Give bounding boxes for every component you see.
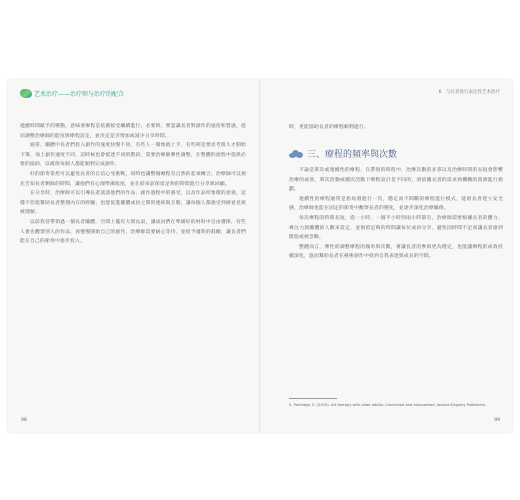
paragraph: 不論是單次或連續性的療程，在帶領的時程中，治療次數的多寡以及治療時間的長短會影響治療的成效，單次活動或續次活動下療程設計是不同的，須依據長者的需求與機構的資源進行規劃。 (289, 168, 503, 193)
paragraph: 時，更能協助長者的療程順利進行。 (289, 125, 369, 130)
running-head-right: 6 与长者进行表达性艺术治疗 (438, 90, 500, 95)
paragraph: 適應時間賦予的變動，意味著療程是依循接受繼續進行，必要時，要認識長者對創作的速度和質感，從而調整治療師的能度與療程設定，並決定是否增加或減少分享時間。 (20, 124, 246, 139)
section-heading (289, 147, 397, 160)
series-logo-icon (20, 89, 32, 98)
paragraph: 以前我曾帶領過一個長者團體，空間上擺有大間長桌，讓成員們在準備好的材料中自由選擇，有些人會先觀察別人的作品，再慢慢開始自己的創作，治療師需要耐心等待，並給予適時的鼓勵，讓長者們能在自己的節奏中逐步投入。 (20, 219, 246, 245)
running-head-left (20, 89, 124, 98)
page-number-right: 99 (494, 418, 500, 423)
page-number-left: 98 (21, 418, 27, 423)
footnote: 5. Partridge, E. (2019). Art therapy with older adults: Connected and empowered. Jessica Kingsley Publishers. (289, 403, 487, 407)
paragraph: 好的節奏掌控可以避免長者的自信心受挑戰，同時也讓整個療程有自然的起承轉合。治療師可以預先告知長者剩餘的時間，讓他們有心理準備收尾，並在結束前保留足夠的時間進行分享與回顧。 (20, 171, 246, 187)
cloud-icon (289, 150, 303, 158)
left-page-body (20, 122, 246, 247)
section-heading-text: 三、療程的頻率與次數 (307, 150, 398, 160)
left-page (8, 80, 259, 432)
paragraph: 連續性的療程通常是指每週進行一次，穩定而不間斷的療程進行模式，能給長者建立安全感，治療師也能在固定的節奏中觀察長者的變化，並逐步深化治療關係。 (289, 196, 503, 212)
right-page-body (289, 166, 503, 262)
right-page (261, 80, 512, 432)
paragraph: 每次療程的時間長短，從一小時、一個半小時到兩小時都有，治療師需要根據長者的體力、專注力與團體的人數來設定，並預留足夠的時間讓每位成員分享，避免因時間不足而讓長者感到匮促或被忽略。 (289, 215, 503, 241)
paragraph: 整體而言，彈性的調整療程的頻率與次數，會讓長者的參與更為穩定，也能讓療程的成效持續深化，進而幫助長者在藝術創作中找到自我表達與成長的空間。 (289, 244, 503, 260)
paragraph: 在分享時，治療師可以引導長者談談他們的作品、創作過程中的感受，以及作品所象徵的意義，這樣不但能幫助長者整理內在的經驗，也能促進團體成員之間的連結與互動，讓每個人都感受到被看見與被理解。 (20, 191, 246, 216)
running-head-left-title: 艺术治疗——治疗师与治疗的配合 (34, 91, 125, 98)
footnote-divider (289, 398, 337, 399)
right-page-top-paragraph (289, 123, 499, 133)
paragraph: 通常，團體中長者們投入創作的速度快慢不同，有些人一開始就上手，有些則是要思考很久才開始下筆，加上創作速度不同，這時候也會抵達不同的階段，需要治療師彈性調整，在整體的流程中提供必要的協助，以確保每個人都能順利完成創作。 (20, 143, 246, 168)
